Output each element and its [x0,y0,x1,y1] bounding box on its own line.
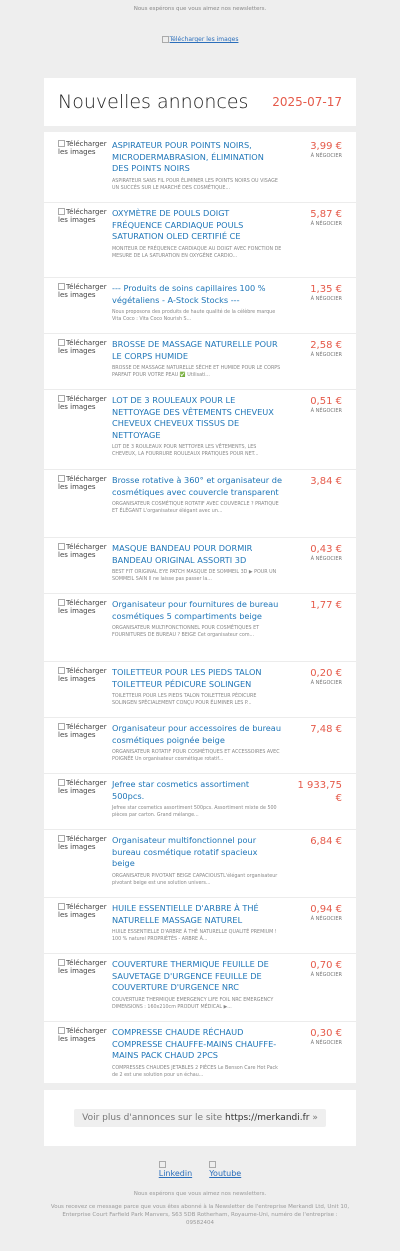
youtube-label: Youtube [209,1169,242,1178]
listing-thumbnail[interactable] [58,543,108,593]
listing-title[interactable]: COMPRESSE CHAUDE RÉCHAUD COMPRESSE CHAUFFE-MAINS CHAUFFE-MAINS PACK CHAUD 2PCS [112,1027,277,1060]
broken-image-icon [58,395,65,402]
thumbnail-alt-text: Télécharger les images [58,959,107,975]
listing-price: 0,20 € [310,668,342,679]
thumbnail-alt-text: Télécharger les images [58,779,107,795]
negotiable-label: À NÉGOCIER [310,680,342,686]
thumbnail-alt-text: Télécharger les images [58,208,107,224]
negotiable-label: À NÉGOCIER [310,916,342,922]
listing-thumbnail[interactable] [58,208,108,277]
listing-title[interactable]: Jefree star cosmetics assortiment 500pcs. [112,779,250,801]
listing-description: Jefree star cosmetics assortiment 500pcs. Assortiment mixte de 500 pièces par carton. Grand mélange... [112,806,277,818]
thumbnail-alt-text: Télécharger les images [58,339,107,355]
broken-image-icon [58,208,65,215]
broken-image-icon [58,667,65,674]
logo-row [0,26,400,46]
listing-item[interactable] [44,135,356,203]
negotiable-label: À NÉGOCIER [310,352,342,358]
negotiable-label: À NÉGOCIER [310,296,342,302]
listing-price: 1 933,75 € [297,780,342,804]
top-newsletter-note: Nous espérons que vous aimez nos newsletters. [133,6,267,12]
listing-item[interactable] [44,718,356,774]
broken-image-icon [58,283,65,290]
see-more-button[interactable] [74,1109,326,1127]
listing-price: 0,94 € [310,904,342,915]
listing-item[interactable] [44,334,356,390]
linkedin-icon [159,1161,166,1168]
thumbnail-alt-text: Télécharger les images [58,835,107,851]
listing-title[interactable]: COUVERTURE THERMIQUE FEUILLE DE SAUVETAGE D'URGENCE FEUILLE DE COUVERTURE D'URGENCE NRC [112,959,269,992]
thumbnail-alt-text: Télécharger les images [58,475,107,491]
listing-price: 5,87 € [310,209,342,220]
legal-notice: Vous recevez ce message parce que vous êtes abonné à la Newsletter de l'entreprise Merkandi Ltd, Unit 10, Enterprise Court Farfield Park Manvers, S63 5DB Rotherham, Royaume-Uni, numéro de l'entreprise : 09582404 [50,1204,350,1226]
logo-image-link[interactable] [162,36,239,43]
social-links [0,1161,400,1181]
broken-image-icon [58,339,65,346]
thumbnail-alt-text: Télécharger les images [58,903,107,919]
listing-thumbnail[interactable] [58,723,108,773]
linkedin-link[interactable] [159,1161,192,1178]
listing-description: ORGANISATEUR PIVOTANT BEIGE CAPACIOUSTL'élégant organisateur pivotant beige est une solution univers... [112,873,278,886]
broken-image-icon [58,543,65,550]
listing-item[interactable] [44,898,356,954]
thumbnail-alt-text: Télécharger les images [58,667,107,683]
listing-item[interactable] [44,774,356,830]
listing-thumbnail[interactable] [58,395,108,469]
broken-image-icon [58,723,65,730]
listing-price: 1,77 € [310,600,342,611]
thumbnail-alt-text: Télécharger les images [58,723,107,739]
listing-description: TOILETTEUR POUR LES PIEDS TALON TOILETTEUR PÉDICURE SOLINGEN SPÉCIALEMENT CONÇU POUR ÉLIMINER LES P... [112,694,257,706]
negotiable-label: À NÉGOCIER [310,556,342,562]
thumbnail-alt-text: Télécharger les images [58,283,107,299]
listing-price: 0,70 € [310,960,342,971]
broken-image-icon [58,140,65,147]
more-card [44,1090,356,1146]
listing-title[interactable]: Organisateur pour fournitures de bureau cosmétiques 5 compartiments beige [112,599,279,621]
listing-price: 0,30 € [310,1028,342,1039]
listing-description: ORGANISATEUR COSMÉTIQUE ROTATIF AVEC COUVERCLE ? PRATIQUE ET ÉLÉGANT L'organisateur élégant avec un... [112,502,279,514]
broken-image-icon [58,779,65,786]
listing-title[interactable]: Organisateur pour accessoires de bureau cosmétiques poignée beige [112,723,282,745]
broken-image-icon [58,1027,65,1034]
listing-title[interactable]: HUILE ESSENTIELLE D'ARBRE À THÉ NATURELLE MASSAGE NATUREL [112,903,259,925]
listing-price: 0,51 € [310,396,342,407]
negotiable-label: À NÉGOCIER [310,153,342,159]
negotiable-label: À NÉGOCIER [310,1040,342,1046]
listing-thumbnail[interactable] [58,475,108,537]
listing-description: COMPRESSES CHAUDES JETABLES 2 PIÈCES Le Benson Care Hot Pack de 2 est une solution pour un échau... [112,1065,278,1078]
listing-price: 0,43 € [310,544,342,555]
listing-thumbnail[interactable] [58,959,108,1021]
thumbnail-alt-text: Télécharger les images [58,140,107,156]
thumbnail-alt-text: Télécharger les images [58,395,107,411]
broken-image-icon [58,959,65,966]
listing-title[interactable]: BROSSE DE MASSAGE NATURELLE POUR LE CORPS HUMIDE [112,339,278,361]
broken-image-icon [58,599,65,606]
listing-description: ORGANISATEUR ROTATIF POUR COSMÉTIQUES ET ACCESSOIRES AVEC POIGNÉE Un organisateur cosmétique rotatif... [112,750,280,762]
listing-item[interactable] [44,470,356,538]
listing-thumbnail[interactable] [58,283,108,333]
listing-description: MONITEUR DE FRÉQUENCE CARDIAQUE AU DOIGT AVEC FONCTION DE MESURE DE LA SATURATION EN OXYGÈNE CARDIO... [112,246,282,259]
listing-title[interactable]: MASQUE BANDEAU POUR DORMIR BANDEAU ORIGINAL ASSORTI 3D [112,543,253,565]
listing-title[interactable]: ASPIRATEUR POUR POINTS NOIRS, MICRODERMABRASION, ÉLIMINATION DES POINTS NOIRS [112,140,264,173]
see-more-url: https://merkandi.fr [224,1113,310,1123]
listing-title[interactable]: TOILETTEUR POUR LES PIEDS TALON TOILETTEUR PÉDICURE SOLINGEN [112,667,262,689]
listing-thumbnail[interactable] [58,667,108,717]
listing-title[interactable]: OXYMÈTRE DE POULS DOIGT FRÉQUENCE CARDIAQUE POULS SATURATION OLED CERTIFIÉ CE [112,208,244,241]
listing-item[interactable] [44,390,356,470]
listing-item[interactable] [44,538,356,594]
listing-description: ORGANISATEUR MULTIFONCTIONNEL POUR COSMÉTIQUES ET FOURNITURES DE BUREAU ? BEIGE Cet organisateur com... [112,626,260,638]
youtube-icon [209,1161,216,1168]
broken-image-icon [58,835,65,842]
negotiable-label: À NÉGOCIER [310,972,342,978]
listing-item[interactable] [44,278,356,334]
broken-image-icon [162,36,169,43]
listing-price: 7,48 € [310,724,342,735]
listing-thumbnail[interactable] [58,1027,108,1083]
listing-title[interactable]: --- Produits de soins capillaires 100 % végétaliens - A-Stock Stocks --- [112,283,266,305]
listing-title[interactable]: Organisateur multifonctionnel pour bureau cosmétique rotatif spacieux beige [112,835,258,868]
listing-list [44,132,356,1083]
listing-item[interactable] [44,830,356,898]
listing-thumbnail[interactable] [58,140,108,202]
listing-item[interactable] [44,662,356,718]
listing-item[interactable] [44,203,356,278]
listing-price: 3,84 € [310,476,342,487]
linkedin-label: Linkedin [158,1169,193,1178]
listing-price: 1,35 € [310,284,342,295]
broken-image-icon [58,903,65,910]
listing-item[interactable] [44,1022,356,1083]
listing-thumbnail[interactable] [58,339,108,389]
negotiable-label: À NÉGOCIER [310,221,342,227]
listing-thumbnail[interactable] [58,903,108,953]
listing-description: HUILE ESSENTIELLE D'ARBRE À THÉ NATURELLE QUALITÉ PREMIUM ! 100 % naturel PROPRIÉTÉS - ARBRE À... [112,930,277,942]
thumbnail-alt-text: Télécharger les images [58,543,107,559]
thumbnail-alt-text: Télécharger les images [58,1027,107,1043]
listing-title[interactable]: Brosse rotative à 360° et organisateur de cosmétiques avec couvercle transparent [112,475,283,497]
broken-image-icon [58,475,65,482]
listing-description: BROSSE DE MASSAGE NATURELLE SÈCHE ET HUMIDE POUR LE CORPS PARFAIT POUR VOTRE PEAU ✅ Utilisati... [112,366,281,378]
listing-thumbnail[interactable] [58,779,108,829]
newsletter-date: 2025-07-17 [272,95,342,109]
listing-thumbnail[interactable] [58,835,108,897]
see-more-prefix: Voir plus d'annonces sur le site [82,1113,225,1123]
listing-description: LOT DE 3 ROULEAUX POUR NETTOYER LES VÊTEMENTS, LES CHEVEUX, LA FOURRURE ROULEAUX PRATIQUES POUR NET... [112,445,259,457]
thumbnail-alt-text: Télécharger les images [58,599,107,615]
see-more-suffix: » [309,1113,318,1123]
header-card [44,78,356,126]
page-title: Nouvelles annonces [58,91,249,113]
listing-description: COUVERTURE THERMIQUE EMERGENCY LIFE FOIL NRC EMERGENCY DIMENSIONS : 160x210cm PRODUIT MÉDICAL ▶... [112,997,274,1010]
listing-price: 3,99 € [310,141,342,152]
negotiable-label: À NÉGOCIER [310,408,342,414]
listing-thumbnail[interactable] [58,599,108,661]
listing-price: 2,58 € [310,340,342,351]
listing-title[interactable]: LOT DE 3 ROULEAUX POUR LE NETTOYAGE DES VÊTEMENTS CHEVEUX CHEVEUX CHEVEUX TISSUS DE NETTOYAGE [112,395,274,440]
listing-description: Nous proposons des produits de haute qualité de la célèbre marque Vita Coco : Vita Coco Nourish S... [112,310,276,322]
footer-newsletter-note: Nous espérons que vous aimez nos newsletters. [133,1191,267,1197]
listing-item[interactable] [44,594,356,662]
listing-item[interactable] [44,954,356,1022]
listing-description: BEST FIT ORIGINAL EYE PATCH MASQUE DE SOMMEIL 3D ▶ POUR UN SOMMEIL SAIN Il ne laisse pas passer la... [112,570,277,582]
listing-description: ASPIRATEUR SANS FIL POUR ÉLIMINER LES POINTS NOIRS OU VISAGE UN SUCCÈS SUR LE MARCHÉ DES COSMÉTIQUE... [112,178,278,191]
listing-price: 6,84 € [310,836,342,847]
logo-alt-text: Télécharger les images [169,36,239,43]
youtube-link[interactable] [209,1161,241,1178]
